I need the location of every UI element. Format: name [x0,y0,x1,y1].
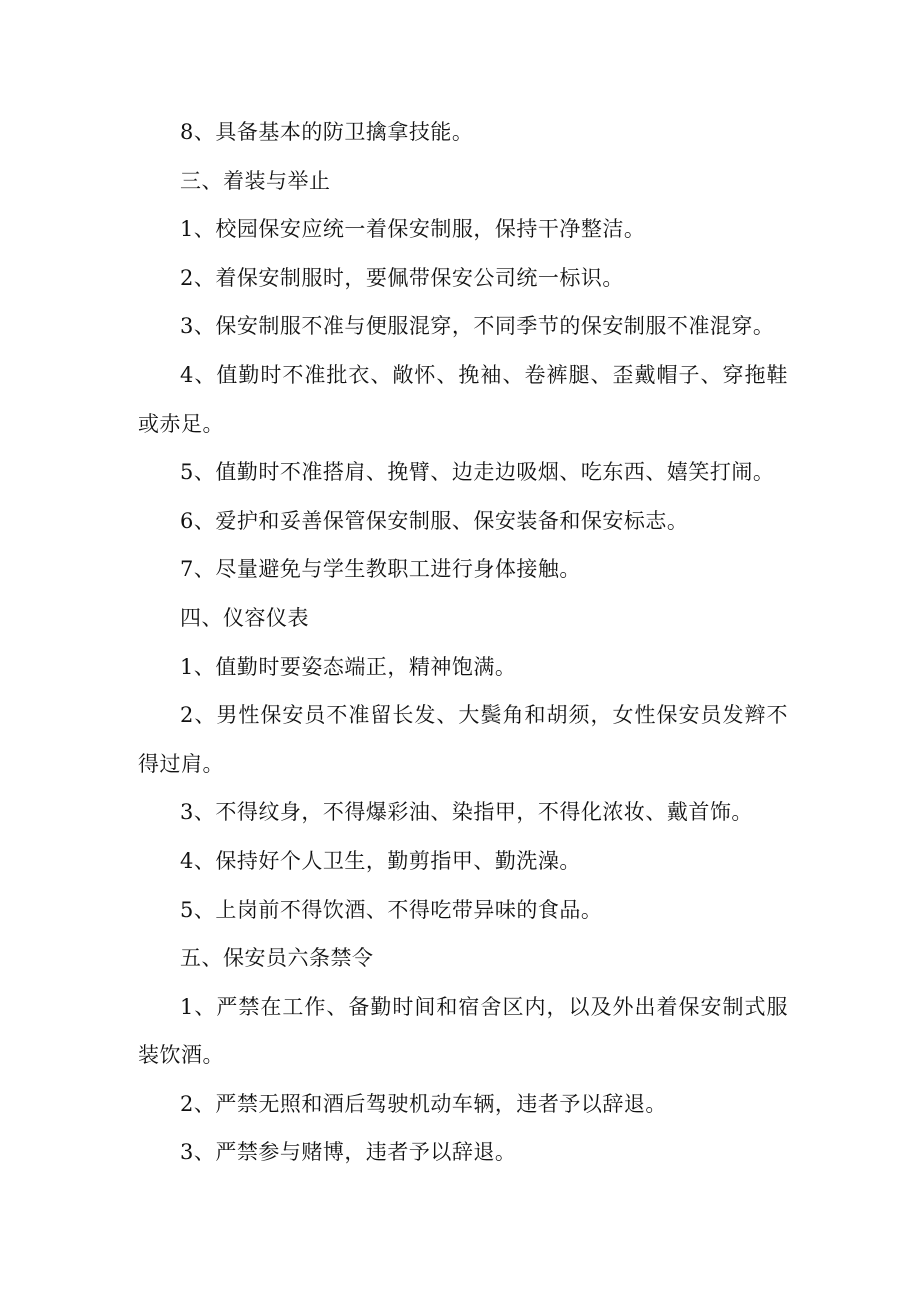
paragraph-attire-1: 1、校园保安应统一着保安制服，保持干净整洁。 [180,217,646,242]
paragraph-appearance-3: 3、不得纹身，不得爆彩油、染指甲，不得化浓妆、戴首饰。 [180,800,753,825]
section-heading-attire-conduct: 三、着装与举止 [180,168,331,193]
paragraph-attire-4: 4、值勤时不准批衣、敞怀、挽袖、卷裤腿、歪戴帽子、穿拖鞋或赤足。 [138,362,788,436]
document-body [138,108,788,1177]
paragraph-prohibition-1: 1、严禁在工作、备勤时间和宿舍区内，以及外出着保安制式服装饮酒。 [138,994,788,1068]
paragraph-appearance-5: 5、上岗前不得饮酒、不得吃带异味的食品。 [180,897,603,922]
section-heading-appearance: 四、仪容仪表 [180,605,309,630]
paragraph-appearance-4: 4、保持好个人卫生，勤剪指甲、勤洗澡。 [180,848,581,873]
paragraph-attire-3: 3、保安制服不准与便服混穿，不同季节的保安制服不准混穿。 [180,314,775,339]
paragraph-prohibition-2: 2、严禁无照和酒后驾驶机动车辆，违者予以辞退。 [180,1091,667,1116]
paragraph-appearance-2: 2、男性保安员不准留长发、大鬓角和胡须，女性保安员发辫不得过肩。 [138,703,788,776]
paragraph-attire-7: 7、尽量避免与学生教职工进行身体接触。 [180,557,581,582]
section-heading-six-prohibitions: 五、保安员六条禁令 [180,946,374,971]
paragraph-prohibition-3: 3、严禁参与赌博，违者予以辞退。 [180,1140,517,1165]
paragraph-item-8-defense-skills: 8、具备基本的防卫擒拿技能。 [180,120,474,144]
paragraph-appearance-1: 1、值勤时要姿态端正，精神饱满。 [180,654,517,679]
paragraph-attire-5: 5、值勤时不准搭肩、挽臂、边走边吸烟、吃东西、嬉笑打闹。 [180,460,775,485]
paragraph-attire-6: 6、爱护和妥善保管保安制服、保安装备和保安标志。 [180,508,689,533]
paragraph-attire-2: 2、着保安制服时，要佩带保安公司统一标识。 [180,265,624,290]
